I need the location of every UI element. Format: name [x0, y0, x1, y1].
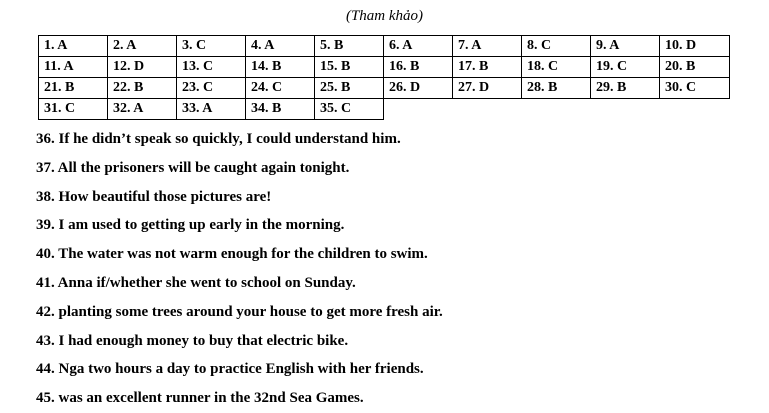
answer-cell: 8. C [522, 36, 591, 57]
answer-cell: 1. A [39, 36, 108, 57]
written-answers-list [36, 125, 443, 413]
answer-key-body [39, 36, 730, 120]
answer-cell: 5. B [315, 36, 384, 57]
answer-cell: 23. C [177, 78, 246, 99]
answer-cell: 30. C [660, 78, 730, 99]
answer-key-table [38, 35, 730, 120]
answer-cell: 13. C [177, 57, 246, 78]
answer-cell: 32. A [108, 99, 177, 120]
answer-cell [384, 99, 453, 120]
answer-line: 43. I had enough money to buy that electric bike. [36, 332, 349, 349]
answer-line: 42. planting some trees around your house to get more fresh air. [36, 303, 443, 320]
answer-cell: 33. A [177, 99, 246, 120]
answer-cell: 9. A [591, 36, 660, 57]
answer-cell: 6. A [384, 36, 453, 57]
answer-cell [522, 99, 591, 120]
answer-cell: 27. D [453, 78, 522, 99]
answer-cell: 22. B [108, 78, 177, 99]
answer-cell: 7. A [453, 36, 522, 57]
answer-line: 38. How beautiful those pictures are! [36, 188, 272, 205]
answer-cell: 11. A [39, 57, 108, 78]
answer-cell: 31. C [39, 99, 108, 120]
answer-cell [453, 99, 522, 120]
answer-row [39, 57, 730, 78]
answer-cell: 16. B [384, 57, 453, 78]
answer-line: 36. If he didn’t speak so quickly, I could understand him. [36, 131, 401, 147]
answer-cell: 26. D [384, 78, 453, 99]
answer-cell: 12. D [108, 57, 177, 78]
answer-cell: 35. C [315, 99, 384, 120]
answer-row [39, 36, 730, 57]
answer-cell: 18. C [522, 57, 591, 78]
answer-cell: 3. C [177, 36, 246, 57]
answer-cell: 24. C [246, 78, 315, 99]
reference-caption: (Tham khảo) [345, 8, 424, 24]
answer-cell [660, 99, 730, 120]
answer-cell: 2. A [108, 36, 177, 57]
answer-cell: 34. B [246, 99, 315, 120]
answer-cell: 29. B [591, 78, 660, 99]
answer-row [39, 99, 730, 120]
answer-row [39, 78, 730, 99]
answer-cell: 4. A [246, 36, 315, 57]
answer-cell: 19. C [591, 57, 660, 78]
answer-line: 37. All the prisoners will be caught again tonight. [36, 159, 350, 176]
answer-line: 45. was an excellent runner in the 32nd Sea Games. [36, 390, 364, 407]
answer-line: 41. Anna if/whether she went to school on Sunday. [36, 274, 356, 291]
answer-cell: 10. D [660, 36, 730, 57]
answer-cell: 21. B [39, 78, 108, 99]
answer-line: 40. The water was not warm enough for the children to swim. [36, 246, 428, 263]
answer-cell: 15. B [315, 57, 384, 78]
answer-cell: 25. B [315, 78, 384, 99]
answer-cell: 20. B [660, 57, 730, 78]
answer-cell [591, 99, 660, 120]
answer-cell: 14. B [246, 57, 315, 78]
answer-cell: 17. B [453, 57, 522, 78]
answer-cell: 28. B [522, 78, 591, 99]
answer-line: 44. Nga two hours a day to practice English with her friends. [36, 361, 424, 378]
answer-line: 39. I am used to getting up early in the morning. [36, 217, 345, 234]
